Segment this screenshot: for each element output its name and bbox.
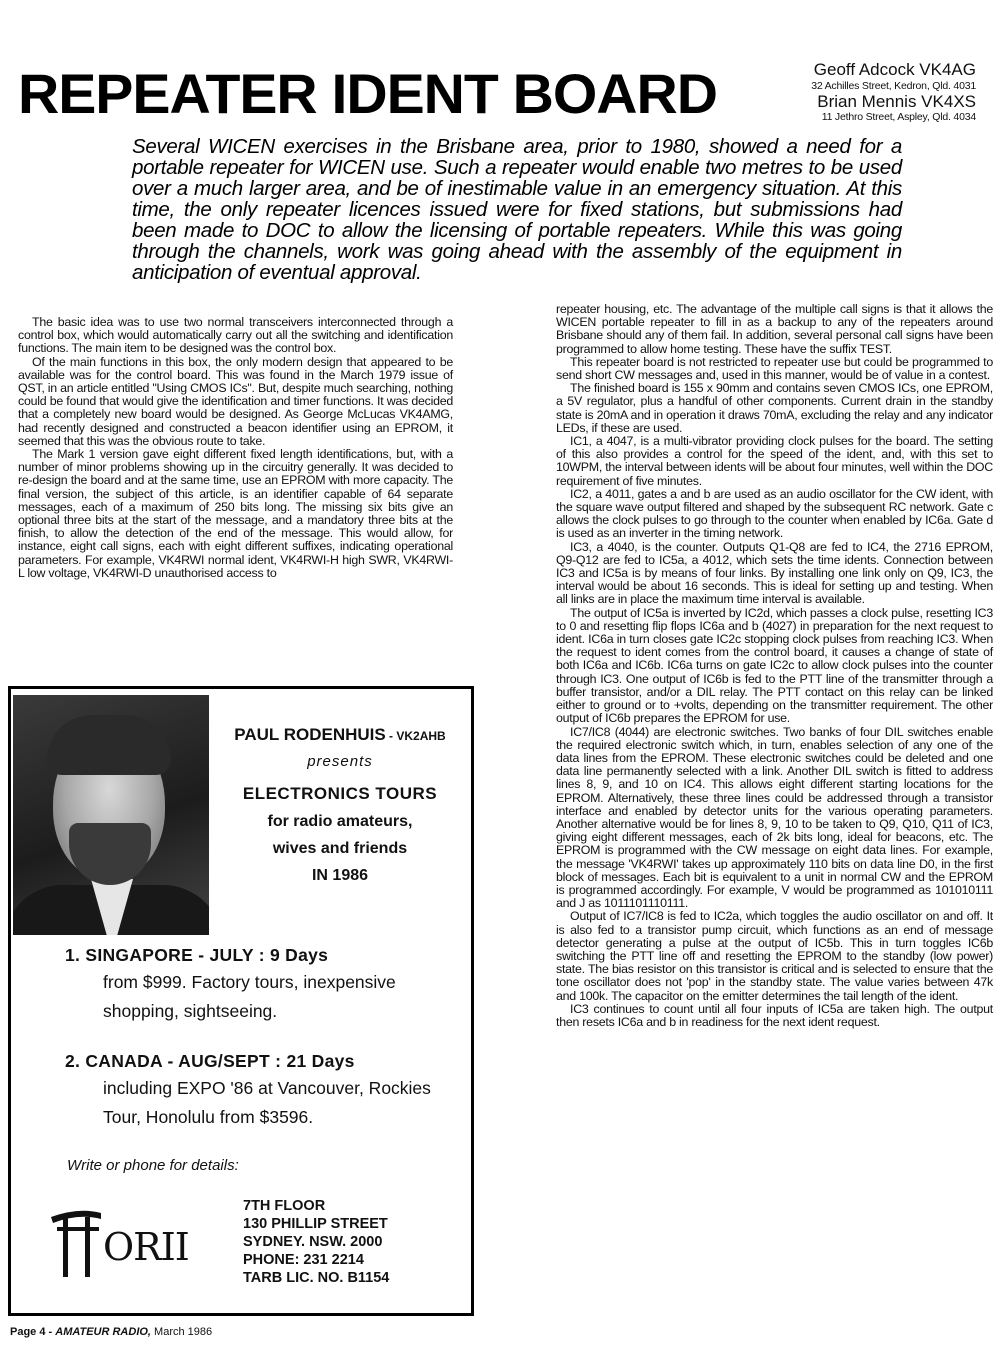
ad-header [211, 725, 469, 885]
right-column [556, 303, 993, 1029]
phone-line: PHONE: 231 2214 [243, 1252, 364, 1268]
paragraph: IC3 continues to count until all four inputs of IC5a are taken high. The output then resets IC6a and b in readiness for the next ident request. [556, 1001, 993, 1029]
paragraph: The basic idea was to use two normal transceivers interconnected through a control box, which would automatically carry out all the switching and identification functions. The main item to be designed was the control box. [18, 315, 453, 356]
torii-logo [49, 1203, 219, 1283]
licence-line: TARB LIC. NO. B1154 [243, 1270, 390, 1286]
author-block [811, 60, 976, 123]
paragraph: The Mark 1 version gave eight different fixed length identifications, but, with a number of minor problems showing up in the circuitry generally. It was decided to re-design the board and at the same time, use an EPROM with more capacity. The final version, the subject of this article, is an identifier capable of 64 separate messages, each of a maximum of 250 bits long. The missing six bits give an optional three bits at the start of the message, and a mandatory three bits at the finish, to allow the detection of the end of the message. This would allow, for instance, eight call signs, each with eight different suffixes, indicating operational parameters. For example, VK4RWI normal ident, VK4RWI-H high SWR, VK4RWI-L low voltage, VK4RWI-D unauthorised access to [18, 447, 453, 580]
ad-presents: presents [307, 753, 373, 770]
logo-wordmark: ORII [103, 1225, 189, 1269]
article-title: REPEATER IDENT BOARD [18, 62, 717, 125]
tour-details: from $999. Factory tours, inexpensive shopping, sightseeing. [103, 972, 396, 1021]
paragraph: IC1, a 4047, is a multi-vibrator providing clock pulses for the board. The setting of this also provides a control for the speed of the ident, and, with this set to 10WPM, the interval between idents will be about four minutes, well within the DOC requirement of five minutes. [556, 434, 993, 488]
paragraph: IC7/IC8 (4044) are electronic switches. Two banks of four DIL switches enable the required electronic switch which, in turn, enables selection of any one of the data lines from the EPROM. These electronic switches could be deleted and one data line permanently selected with a link. Another DIL switch is fitted to address lines 8, 9, and 10 on IC4. This allows eight different starting locations for the EPROM. Alternatively, these three lines could be addressed through a transistor interface and enabled by detector units for the various operating parameters. Another alternative would be for lines 8, 9, 10 to be taken to Q9, Q10, Q11 of IC3, giving eight different messages, each of 2k bits long, ideal for beacons, etc. The EPROM is programmed with the CW message on eight data lines. For example, the message 'VK4RWI' takes up approximately 110 bits on data line D0, in the first block of messages. Each bit is equivalent to a unit in normal CW and the EPROM is programmed accordingly. For example, V would be programmed as 101010111 and J as 1011101110111. [556, 724, 993, 911]
paragraph: repeater housing, etc. The advantage of the multiple call signs is that it allows the WICEN portable repeater to fill in as a backup to any of the repeaters around Brisbane should any of them fail. In addition, several personal call signs have been programmed to allow home testing. These have the suffix TEST. [556, 302, 993, 356]
publication-name: AMATEUR RADIO, [55, 1326, 151, 1338]
paragraph: The finished board is 155 x 90mm and contains seven CMOS ICs, one EPROM, a 5V regulator, plus a handful of other components. Current drain in the standby state is 20mA and in operation it draws 70mA, excluding the relay and any indicator LEDs, if these are used. [556, 381, 993, 435]
tour-heading: 2. CANADA - AUG/SEPT : 21 Days [65, 1051, 355, 1071]
paragraph: Output of IC7/IC8 is fed to IC2a, which toggles the audio oscillator on and off. It is also fed to a transistor pump circuit, which functions as an end of message detector generating a pulse at the output of IC5b. This in turn toggles IC6b switching the PTT line off and resetting the EPROM to the standby (low power) state. The bias resistor on this transistor is critical and is selected to ensure that the tone oscillator does not 'pop' in the standby state. The value varies between 47k and 100k. The capacitor on the emitter determines the tail length of the ident. [556, 909, 993, 1003]
left-column [18, 316, 453, 580]
author-address: 11 Jethro Street, Aspley, Qld. 4034 [821, 111, 976, 124]
address-line: SYDNEY. NSW. 2000 [243, 1234, 383, 1250]
author-address: 32 Achilles Street, Kedron, Qld. 4031 [811, 79, 976, 92]
author-name: Brian Mennis VK4XS [817, 91, 976, 111]
paragraph: IC3, a 4040, is the counter. Outputs Q1-Q8 are fed to IC4, the 2716 EPROM, Q9-Q12 are fed to IC5a, a 4012, which sets the time idents. Connection between IC3 and IC5a is by means of four links. By installing one link only on Q9, IC3, the interval would be about 16 seconds. This is ideal for setting up and testing. When all links are in place the maximum time interval is available. [556, 539, 993, 607]
ad-presenter: PAUL RODENHUIS - VK2AHB [234, 725, 446, 744]
article-intro: Several WICEN exercises in the Brisbane area, prior to 1980, showed a need for a portable repeater for WICEN use. Such a repeater would enable two metres to be used over a much larger area, and be of inestimable value in an emergency situation. At this time, the only repeater licences issued were for fixed stations, but submissions had been made to DOC to allow the licensing of portable repeaters. While this was going through the channels, work was going ahead with the assembly of the equipment in anticipation of eventual approval. [132, 135, 902, 284]
ad-tagline: wives and friends [272, 840, 408, 857]
tours-advertisement [8, 686, 474, 1316]
ad-contact-prompt: Write or phone for details: [67, 1157, 239, 1174]
portrait-photo [13, 695, 209, 935]
paragraph: IC2, a 4011, gates a and b are used as an audio oscillator for the CW ident, with the square wave output filtered and shaped by the subsequent RC network. Gate c allows the clock pulses to go through to the counter when enabled by IC6a. Gate d is used as an inverter in the timing network. [556, 486, 993, 541]
tour-item [65, 945, 465, 1026]
tour-details: including EXPO '86 at Vancouver, Rockies Tour, Honolulu from $3596. [103, 1078, 431, 1127]
page-number: Page 4 - [10, 1326, 53, 1338]
address-line: 7TH FLOOR [243, 1198, 326, 1214]
author-name: Geoff Adcock VK4AG [813, 60, 976, 79]
ad-year: IN 1986 [311, 867, 369, 884]
publication-date: March 1986 [154, 1326, 213, 1338]
tour-heading: 1. SINGAPORE - JULY : 9 Days [65, 945, 329, 965]
ad-callsign: - VK2AHB [385, 729, 446, 743]
page-footer [10, 1326, 212, 1338]
paragraph: This repeater board is not restricted to repeater use but could be programmed to send short CW messages and, used in this manner, would be of value in a contest. [556, 354, 993, 383]
ad-tagline: for radio amateurs, [267, 813, 413, 830]
paragraph: The output of IC5a is inverted by IC2d, which passes a clock pulse, resetting IC3 to 0 and resetting flip flops IC6a and b (4027) in preparation for the next request to ident. IC6a in turn closes gate IC2c stopping clock pulses from reaching IC3. When the request to ident comes from the control board, it causes a change of state of both IC6a and IC6b. IC6a turns on gate IC2c to allow clock pulses into the counter through IC3. One output of IC6b is fed to the PTT line of the transmitter through a buffer transistor, and/or a DIL relay. The PTT contact on this relay can be linked either to ground or to +volts, depending on the transmitter requirement. The other output of IC6b prepares the EPROM for use. [556, 605, 993, 726]
tour-item [65, 1051, 465, 1132]
address-line: 130 PHILLIP STREET [243, 1216, 388, 1232]
ad-event-title: ELECTRONICS TOURS [242, 784, 438, 803]
ad-address [243, 1197, 389, 1287]
paragraph: Of the main functions in this box, the only modern design that appeared to be available was for the control board. This was found in the March 1979 issue of QST, in an article entitled "Using CMOS ICs". But, despite much searching, nothing could be found that would give the identification and timer functions. It was decided that a completely new board would be designed. As George McLucas VK4AMG, had recently designed and constructed a beacon identifier using an EPROM, it seemed that this was the obvious route to take. [18, 354, 453, 448]
